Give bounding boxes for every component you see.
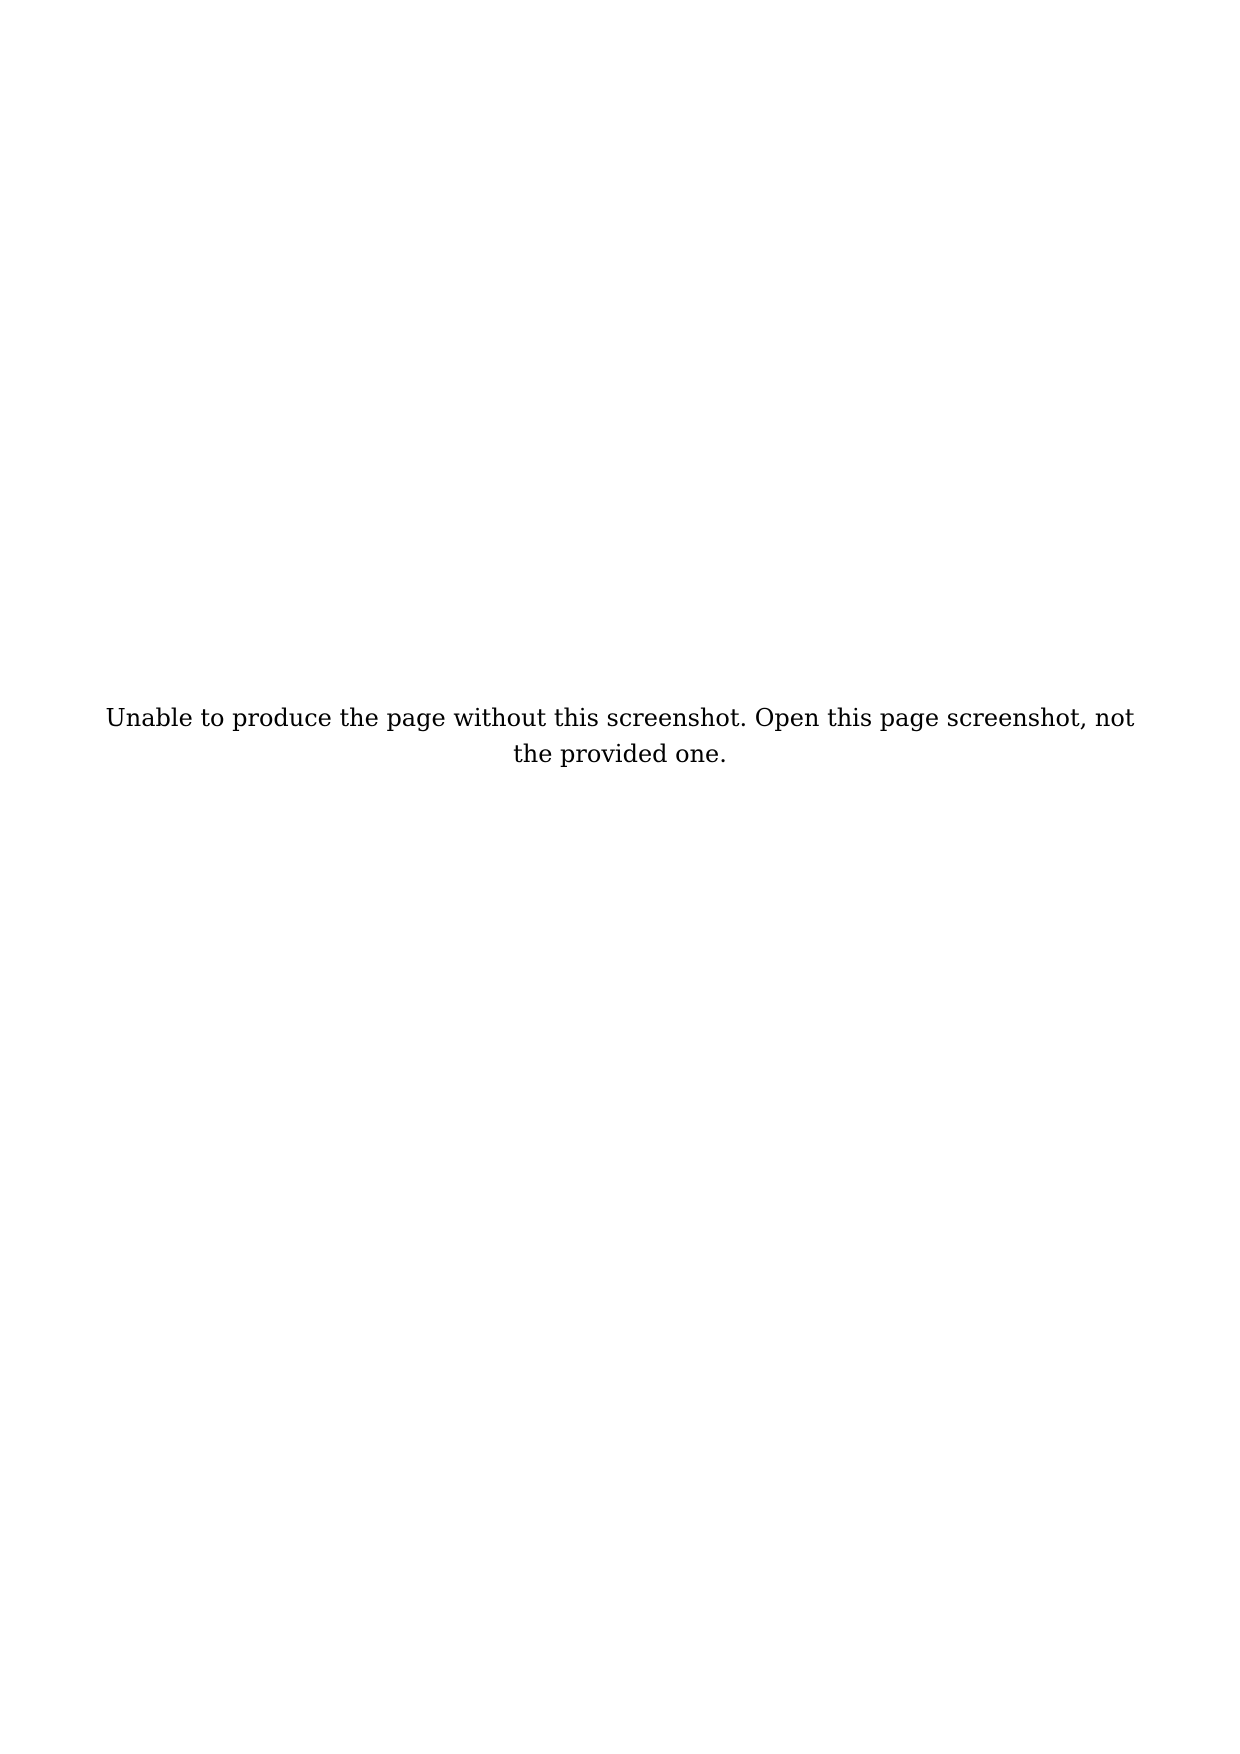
notice-text: Unable to produce the page without this screenshot. Open this page screenshot, not the provided one. xyxy=(105,704,1135,768)
